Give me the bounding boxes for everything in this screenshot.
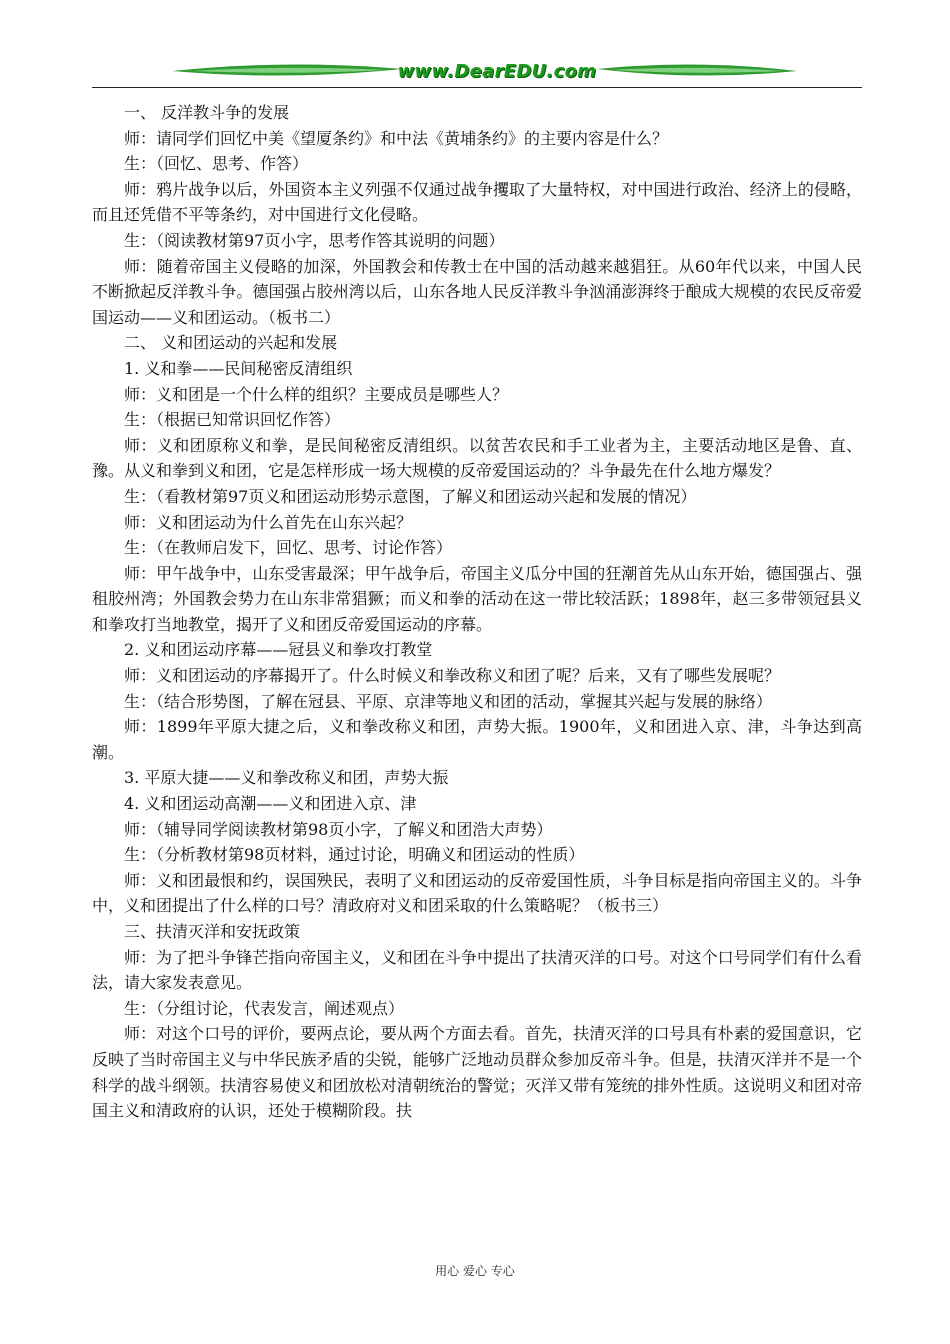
subheading: 2. 义和团运动序幕——冠县义和拳攻打教堂 [124,640,433,660]
site-logo-text: www.DearEDU.com [397,61,597,82]
paragraph: 师：义和团是一个什么样的组织？主要成员是哪些人？ [124,384,509,404]
header-rule [92,87,862,88]
paragraph: 生：（在教师启发下，回忆、思考、讨论作答） [124,538,453,558]
subheading: 1. 义和拳——民间秘密反清组织 [124,358,353,378]
paragraph: 师：义和团运动为什么首先在山东兴起？ [124,512,413,532]
paragraph: 生：（分析教材第98页材料，通过讨论，明确义和团运动的性质） [124,845,585,865]
paragraph: 生：（阅读教材第97页小字，思考作答其说明的问题） [124,230,505,250]
paragraph: 生：（回忆、思考、作答） [124,154,309,174]
paragraph: 师：义和团运动的序幕揭开了。什么时候义和拳改称义和团了呢？后来，又有了哪些发展呢？ [124,666,781,686]
paragraph: 师：随着帝国主义侵略的加深，外国教会和传教士在中国的活动越来越猖狂。从60年代以来，中国人民不断掀起反洋教斗争。德国强占胶州湾以后，山东各地人民反洋教斗争汹涌澎湃终于酿成大规模的农民反帝爱国运动——义和团运动。（板书二） [92,256,862,327]
paragraph: 师：对这个口号的评价，要两点论，要从两个方面去看。首先，扶清灭洋的口号具有朴素的爱国意识，它反映了当时帝国主义与中华民族矛盾的尖锐，能够广泛地动员群众参加反帝斗争。但是，扶清灭洋并不是一个科学的战斗纲领。扶清容易使义和团放松对清朝统治的警觉；灭洋又带有笼统的排外性质。这说明义和团对帝国主义和清政府的认识，还处于模糊阶段。扶 [92,1024,862,1121]
paragraph: 生：（分组讨论，代表发言，阐述观点） [124,998,405,1018]
paragraph: 师：请同学们回忆中美《望厦条约》和中法《黄埔条约》的主要内容是什么？ [124,128,669,148]
paragraph: 生：（结合形势图，了解在冠县、平原、京津等地义和团的活动，掌握其兴起与发展的脉络） [124,691,773,711]
paragraph: 师：（辅导同学阅读教材第98页小字，了解义和团浩大声势） [124,819,553,839]
heading-3: 三、扶清灭洋和安抚政策 [124,922,301,941]
green-swoosh-right-decoration [597,63,797,79]
heading-2: 二、 义和团运动的兴起和发展 [124,333,338,353]
subheading: 3. 平原大捷——义和拳改称义和团，声势大振 [124,768,449,788]
page-header [92,58,862,92]
paragraph: 生：（看教材第97页义和团运动形势示意图，了解义和团运动兴起和发展的情况） [124,486,697,506]
paragraph: 师：义和团最恨和约，误国殃民，表明了义和团运动的反帝爱国性质，斗争目标是指向帝国主义的。斗争中，义和团提出了什么样的口号？清政府对义和团采取的什么策略呢？（板书三） [92,870,862,916]
paragraph: 师：义和团原称义和拳，是民间秘密反清组织。以贫苦农民和手工业者为主，主要活动地区是鲁、直、豫。从义和拳到义和团，它是怎样形成一场大规模的反帝爱国运动的？斗争最先在什么地方爆发？ [92,435,862,481]
paragraph: 师：1899年平原大捷之后，义和拳改称义和团，声势大振。1900年，义和团进入京、津，斗争达到高潮。 [92,717,862,762]
document-body [92,100,862,1124]
paragraph: 师：为了把斗争锋芒指向帝国主义，义和团在斗争中提出了扶清灭洋的口号。对这个口号同学们有什么看法，请大家发表意见。 [92,947,862,993]
paragraph: 师：甲午战争中，山东受害最深；甲午战争后，帝国主义瓜分中国的狂潮首先从山东开始，德国强占、强租胶州湾；外国教会势力在山东非常猖獗；而义和拳的活动在这一带比较活跃；1898年，赵三多带领冠县义和拳攻打当地教堂，揭开了义和团反帝爱国运动的序幕。 [92,563,862,634]
green-swoosh-left-decoration [172,63,402,79]
subheading: 4. 义和团运动高潮——义和团进入京、津 [124,794,417,814]
page-footer: 用心 爱心 专心 [435,1264,515,1278]
paragraph: 生：（根据已知常识回忆作答） [124,410,341,430]
heading-1: 一、 反洋教斗争的发展 [124,103,290,122]
paragraph: 师：鸦片战争以后，外国资本主义列强不仅通过战争攫取了大量特权，对中国进行政治、经济上的侵略，而且还凭借不平等条约，对中国进行文化侵略。 [92,179,862,225]
